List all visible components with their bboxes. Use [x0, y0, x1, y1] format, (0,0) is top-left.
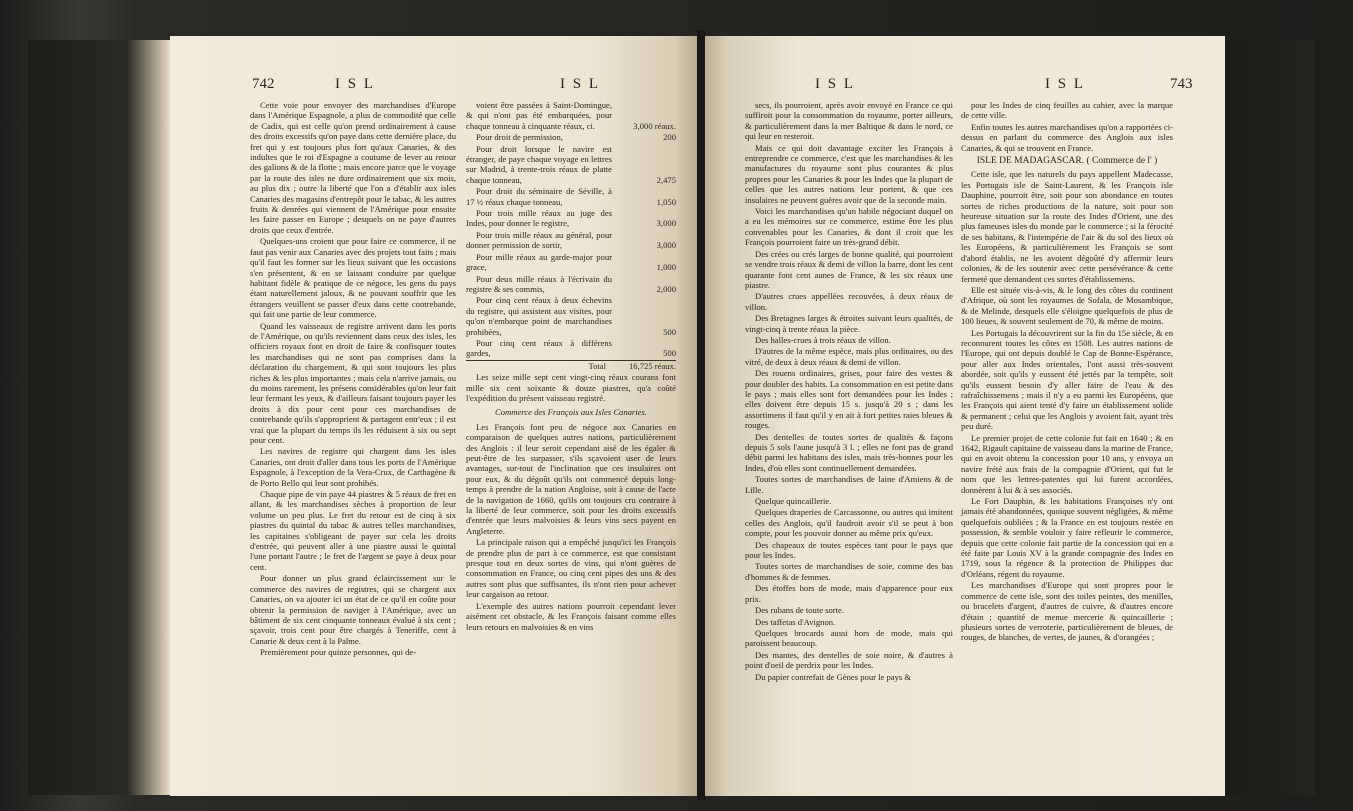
paragraph: Les marchandises d'Europe qui sont propres pour le commerce de cette isle, sont des toiles peintes, des menilles, ou bracelets d'argent, d'autres de cuivre, & d'autres encore d'étain ; quantité de menue mercerie & quincaillerie ; plusieurs sortes de verroterie, particulièrement de bleues, de rouges, de blanches, de vertes, de jaunes, & d'orangées ;: [961, 580, 1173, 643]
book-gutter: [697, 30, 705, 800]
account-row: [466, 274, 676, 296]
account-row: [466, 208, 676, 230]
paragraph: Premièrement pour quinze personnes, qui de-: [260, 647, 417, 658]
paragraph: Enfin toutes les autres marchandises qu'on a rapportées ci-dessus en parlant du commerce des Anglois aux isles Canaries, & qui se trouvent en France.: [961, 121, 1173, 153]
paragraph: La principale raison qui a empêché jusqu'ici les François de prendre plus de part à ce commerce, est que consistant presque tout en deux sortes de vins, qui n'ont guères de consommation en France, ou cinq cent pipes des uns & des autres sont plus que suffisantes, ils n'ont rien pour achever leur cargaison au retour.: [466, 537, 676, 600]
paragraph: Chaque pipe de vin paye 44 piastres & 5 réaux de fret en allant, & les marchandises sèches à proportion de leur volume un peu plus. Le fret du retour est de cinq à six piastres du quintal du tabac & autres telles marchandises, les capitaines s'obligeant de payer sur cela les droits d'entrée, qui peuvent aller à une piastre aussi le quintal l'une portant l'autre ; le fret de l'argent se paye à deux pour cent.: [250, 489, 456, 572]
account-row: [466, 338, 676, 360]
left-page-edge: [28, 40, 170, 795]
account-amount: 1,050: [656, 196, 676, 207]
account-row: [466, 100, 676, 132]
paragraph: D'autres de la même espèce, mais plus ordinaires, ou des vitré, de deux à deux réaux & demi de villon.: [745, 346, 953, 367]
paragraph: Quelques-uns croient que pour faire ce commerce, il ne faut pas venir aux Canaries avec des projets tout faits ; mais qu'il faut les former sur les lieux suivant que les occasions s'en présentent, & en se laissant conduire par quelque habitant fidèle & pratique de ce négoce, les gens du pays étant naturellement jaloux, & ne pouvant souffrir que les étrangers veuillent se passer d'eux dans cette contrebande, qui fait une partie de leur commerce.: [250, 236, 456, 320]
paragraph: Le premier projet de cette colonie fut fait en 1640 ; & en 1642, Rigault capitaine de vaisseau dans la marine de France, qui en avoit obtenu la concession pour 10 ans, y envoya un navire frété aux frais de la compagnie d'Orient, qui fut le nom que les lettres-patentes qui lui furent accordées, donnèrent à lui & à ses associés.: [961, 432, 1173, 495]
account-amount: 3,000 réaux.: [633, 120, 676, 131]
account-row: [466, 295, 676, 338]
paragraph: Des étoffes hors de mode, mais d'apparence pour eux prix.: [745, 583, 953, 604]
account-label: Pour trois mille réaux au juge des Indes, pour donner le registre,: [466, 208, 612, 229]
paragraph: Des mantes, des dentelles de soie noire, & d'autres à point d'oeil de perdrix pour les Indes.: [745, 649, 953, 671]
account-label: Pour droit du séminaire de Séville, à 17 ½ réaux chaque tonneau,: [466, 186, 612, 207]
account-row: [466, 186, 676, 208]
paragraph: Des rouens ordinaires, grises, pour faire des vestes & pour doubler des habits. La consommation en est petite dans le pays ; mais elles sont fort demandées pour les Indes ; elles doivent être depuis 15 s. jusqu'à 20 s ; dans les assortimens il faut qu'il y en ait à fort petites raies bleues & rouges.: [745, 368, 953, 431]
paragraph: Elle est située vis-à-vis, & le long des côtes du continent d'Afrique, où sont les royaumes de Sofala, de Mosambique, & de Melinde, desquels elle s'éloigne quelquefois de plus de 100 lieues, & souvent seulement de 70, & même de moins.: [961, 284, 1173, 327]
account-amount: 200: [663, 132, 676, 143]
account-amount: 1,000: [656, 262, 676, 273]
page-number-right: 743: [1170, 76, 1193, 92]
account-label: Pour mille réaux au garde-major pour grace,: [466, 251, 612, 273]
paragraph: L'exemple des autres nations pourroit cependant lever aisément cet obstacle, & les François faisant comme elles leurs retours en malvoisies & en vins: [466, 600, 676, 632]
paragraph: Quelques brocards aussi hors de mode, mais qui paroissent beaucoup.: [745, 627, 953, 649]
paragraph: Le Fort Dauphin, & les habitations Françoises n'y ont jamais été abandonnées, quoique souvent négligées, & même quelquefois oubliées ; & la France en est toujours restée en possession, & semble vouloir y faire refleurir le commerce, depuis que cette colonie fait partie de la concession qui en a été faite par Louis XV à la grande compagnie des Indes en 1719, sous la régence & la protection de Philippes duc d'Orléans, régent du royaume.: [961, 496, 1173, 579]
paragraph: Du papier contrefait de Gènes pour le pays &: [755, 671, 912, 682]
expense-account-table: [466, 100, 676, 360]
paragraph: Cette voie pour envoyer des marchandises d'Europe dans l'Amérique Espagnole, a plus de commodité que celle de Cadix, qui est celle qu'on prend ordinairement à cause des droits excessifs qu'on paye dans cette dernière place, du fret qui y est toujours plus fort qu'aux Canaries, & des indultes que le roi d'Espagne a coutume de lever au retour des galions & de la flotte ; mais encore parce que le voyage par la route des isles ne dure ordinairement que six mois, au plus dix ; outre la liberté que l'on a d'établir aux isles Canaries des magasins d'entrepôt pour le tabac, & les autres fruits & denrées qui viennent de l'Amérique pour ensuite les faire passer en Europe ; desquels on ne paye d'autres droits que ceux d'entrée.: [250, 100, 456, 235]
paragraph: Toutes sortes de marchandises de laine d'Amiens & de Lille.: [745, 474, 953, 495]
paragraph: D'autres crues appellées recouvées, à deux réaux de villon.: [745, 291, 953, 312]
left-column-1: [250, 100, 456, 659]
account-label: voient être passées à Saint-Domingue, & qui n'ont pas été embarquées, pour chaque tonneau à cinquante réaux, ci.: [466, 100, 612, 131]
subheading-commerce-francois: Commerce des François aux Isles Canaries.: [495, 407, 647, 418]
right-column-2: [961, 100, 1173, 644]
account-label: Pour cinq cent réaux à différens gardes,: [466, 337, 612, 359]
account-row: [466, 230, 676, 252]
left-column-2-rest: [466, 422, 676, 632]
paragraph: Cette isle, que les naturels du pays appellent Madecasse, les Portugais isle de Saint-Laurent, & les François isle Dauphine, pourroit être, soit pour son abondance en toutes sortes de riches productions de la nature, soit pour son heureuse situation sur la route des Indes d'Orient, une des plus fameuses isles du monde par le commerce ; si la férocité de ses habitans, & l'intempérie de l'air & du sol des lieux où les Européens, & particulièrement les François se sont d'abord établis, ne les avoient dégoûté d'y affermir leurs colonies, & de les soutenir avec cette persévérance & cette fermeté que demandent ces sortes d'établissemens.: [961, 169, 1173, 284]
total-amount: 16,725 réaux.: [612, 360, 676, 372]
paragraph: pour les Indes de cinq feuilles au cahier, avec la marque de cette ville.: [961, 100, 1173, 121]
account-amount: 500: [663, 326, 676, 337]
paragraph: Les François font peu de négoce aux Canaries en comparaison de quelques autres nations, particulièrement des Anglois : il leur seroit cependant aisé de les égaler & peut-être de les surpasser, s'ils sçavoient user de leurs avantages, sur-tout de l'inclination que ces insulaires ont pour eux, & du dégoût qu'ils ont commencé depuis long-temps à prendre de la nation Angloise, soit à cause de l'acte de la navigation de 1660, qu'ils ont toujours cru contraire à la liberté de leur commerce, soit pour les droits excessifs d'entrée que leurs malvoisies & leurs vins secs payent en Angleterre.: [466, 421, 676, 536]
right-page: [705, 36, 1225, 796]
paragraph: Des rubans de toute sorte.: [755, 605, 845, 616]
right-page-edge: [1225, 40, 1315, 795]
account-label: Pour droit de permission,: [476, 132, 563, 143]
account-amount: 3,000: [656, 218, 676, 229]
right-column-2-top: [961, 100, 1173, 153]
paragraph: Des Bretagnes larges & étroites suivant leurs qualités, de vingt-cinq à trente réaux la pièce.: [745, 313, 953, 334]
paragraph: Quand les vaisseaux de registre arrivent dans les ports de l'Amérique, ou qu'ils reviennent dans ceux des isles, les officiers royaux font en droit de faire & confisquer toutes les marchandises qui ne sont pas comprises dans la déclaration du chargement, & qui sont toujours les plus riches & les plus importantes ; mais cela n'arrive jamais, ou du moins rarement, les présens considérables qu'on leur fait leur fermant les yeux, & d'ailleurs faisant toujours payer les droits à dix pour cent pour ces marchandises de contrebande qu'ils s'approprient & partagent entr'eux ; il est vrai que la plupart du temps ils les réduisent à six ou sept pour cent.: [250, 320, 456, 445]
account-total: [466, 360, 676, 372]
paragraph: Voici les marchandises qu'un habile négociant duquel on a eu les mémoires sur ce commerce, estime être les plus convenables pour les Canaries, & dont il croit que les François pourroient faire un très-grand débit.: [745, 206, 953, 248]
running-head-left-col2: I S L: [560, 76, 600, 92]
account-row: [466, 132, 676, 143]
account-label: Pour cinq cent réaux à deux échevins du registre, qui assistent aux visites, pour qu'on n'embarque point de marchandises prohibées,: [466, 295, 612, 337]
paragraph: Mais ce qui doit davantage exciter les François à entreprendre ce commerce, c'est que les marchandises & les manufactures du royaume sont plus courantes & plus propres pour les Canaries & pour les Indes que la plupart de celles que les autres nations leur portent, & que ces insulaires ne peuvent guères avoir que de la seconde main.: [745, 142, 953, 205]
paragraph: Des crées ou crés larges de bonne qualité, qui pourroient se vendre trois réaux & demi de villon la barre, dont les cent quarante font cent aunes de France, & les six réaux une piastre.: [745, 248, 953, 290]
paragraph: Des chapeaux de toutes espèces tant pour le pays que pour les Indes.: [745, 539, 953, 561]
running-head-right-col1: I S L: [815, 76, 855, 92]
paragraph: Quelques draperies de Carcassonne, ou autres qui imitent celles des Anglois, qu'il faudroit avoir s'il se peut à bon compte, pour les pouvoir donner au même prix qu'eux.: [745, 507, 953, 539]
account-amount: 500: [663, 348, 676, 359]
paragraph: Quelque quincaillerie.: [755, 496, 832, 507]
total-label: Total: [466, 360, 612, 372]
account-amount: 3,000: [656, 240, 676, 251]
account-amount: 2,000: [656, 283, 676, 294]
account-amount: 2,475: [656, 174, 676, 185]
left-page: [170, 36, 697, 796]
running-head-left: I S L: [335, 76, 375, 92]
left-column-2: [466, 100, 676, 633]
account-label: Pour deux mille réaux à l'écrivain du registre & ses commis,: [466, 273, 612, 294]
paragraph: Des halles-crues à trois réaux de villon.: [755, 334, 891, 345]
paragraph: Les seize mille sept cent vingt-cinq réaux courans font mille six cent soixante & douze piastres, qu'a coûté l'expédition du présent vaisseau registré.: [466, 372, 676, 403]
account-label: Pour droit lorsque le navire est étranger, de paye chaque voyage en lettres sur Madrid, à trente-trois réaux de platte chaque tonneau,: [466, 143, 612, 185]
account-row: [466, 252, 676, 274]
left-column-2-text: [466, 372, 676, 403]
account-label: Pour trois mille réaux au général, pour donner permission de sortir,: [466, 229, 612, 251]
paragraph: Pour donner un plus grand éclaircissement sur le commerce des navires de registres, qui se chargent aux Canaries, on va ajouter ici un état de ce qu'il en coûte pour obtenir la permission de naviger à l'Amérique, avec un bâtiment de six cent cinquante tonneaux évalué à six cent ; sçavoir, trois cent pour être chargés à Teneriffe, cent à Canarie & deux cent à la Palme.: [250, 573, 456, 646]
page-number-left: 742: [252, 76, 275, 92]
account-row: [466, 144, 676, 187]
running-head-right: I S L: [1045, 76, 1085, 92]
paragraph: Toutes sortes de marchandises de soie, comme des bas d'hommes & de femmes.: [745, 561, 953, 582]
paragraph: Des dentelles de toutes sortes de qualités & façons depuis 5 sols l'aune jusqu'à 3 l. ; elles ne font pas de grand débit parmi les habitans des isles, mais très-bonnes pour les Indes, d'où elles sont continuellement demandées.: [745, 431, 953, 473]
paragraph: Les Portugais la découvrirent sur la fin du 15e siècle, & en reconnurent toutes les côtes en 1508. Les autres nations de l'Europe, qui ont depuis doublé le Cap de Bonne-Espérance, pour aller aux Indes orientales, l'ont aussi très-souvent abordée, soit qu'ils y eussent été jettés par la tempête, soit qu'ils eussent besoin d'y aller faire de l'eau & des rafraîchissemens ; mais il n'y a eu parmi les Européens, que les François qui aient tenté d'y faire un établissement solide & permanent ; celui que les Anglois y avoient fait, ayant très peu duré.: [961, 327, 1173, 432]
right-column-2-rest: [961, 169, 1173, 642]
paragraph: Des taffetas d'Avignon.: [755, 616, 836, 627]
paragraph: secs, ils pourroient, après avoir envoyé en France ce qui suffiroit pour la consommation du royaume, porter ailleurs, & particulièrement dans la mer Baltique & dans le nord, ce qui leur en resteroit.: [745, 100, 953, 142]
section-heading-madagascar: ISLE DE MADAGASCAR. ( Commerce de l' ): [976, 156, 1158, 167]
right-column-1: [745, 100, 953, 683]
paragraph: Les navires de registre qui chargent dans les isles Canaries, ont droit d'aller dans tous les ports de l'Amérique Espagnole, à l'exception de la Vera-Crux, de Carthagène & de Porto Bello qui leur sont prohibés.: [250, 446, 456, 488]
